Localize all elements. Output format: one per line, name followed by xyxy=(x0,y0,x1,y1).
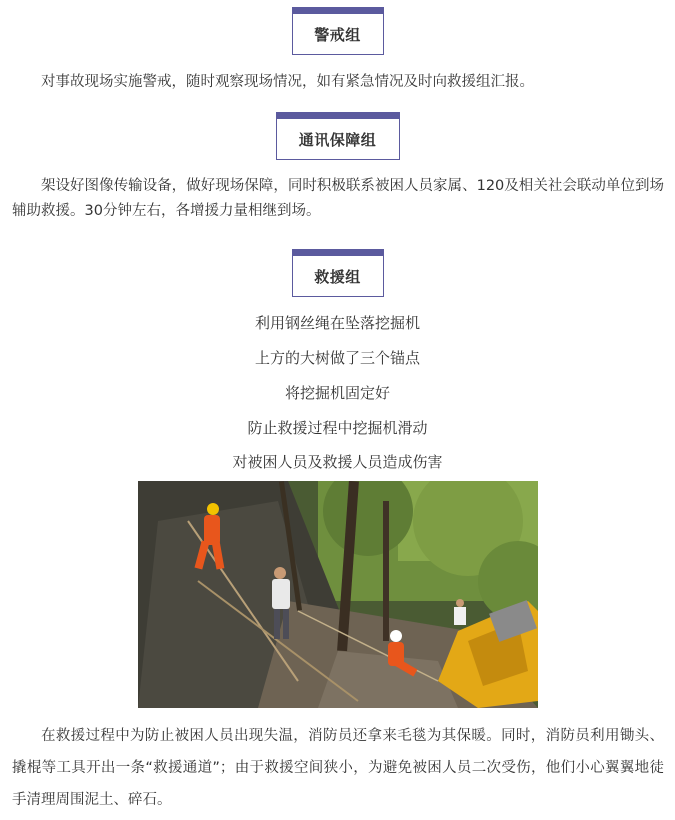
rescue-line: 防止救援过程中挖掘机滑动 xyxy=(247,419,428,437)
section-heading-communication xyxy=(276,112,400,160)
rescue-line: 将挖掘机固定好 xyxy=(284,384,390,402)
rescue-line: 对被困人员及救援人员造成伤害 xyxy=(232,453,443,471)
paragraph-communication: 架设好图像传输设备，做好现场保障，同时积极联系被困人员家属、120及相关社会联动单位到场辅助救援。30分钟左右，各增援力量相继到场。 xyxy=(12,178,664,219)
section-heading-label: 通讯保障组 xyxy=(298,130,377,149)
section-heading-rescue xyxy=(292,249,384,297)
rescue-line: 利用钢丝绳在坠落挖掘机 xyxy=(254,314,420,332)
paragraph-guard: 对事故现场实施警戒，随时观察现场情况，如有紧急情况及时向救援组汇报。 xyxy=(41,74,534,90)
paragraph-rescue: 在救援过程中为防止被困人员出现失温，消防员还拿来毛毯为其保暖。同时，消防员利用锄头、撬棍等工具开出一条“救援通道”；由于救援空间狭小，为避免被困人员二次受伤，他们小心翼翼地徒手清理周围泥土、碎石。 xyxy=(12,728,664,808)
section-heading-label: 警戒组 xyxy=(314,25,361,44)
section-heading-guard xyxy=(292,7,384,55)
rescue-scene-illustration xyxy=(138,481,538,708)
rescue-line: 上方的大树做了三个锚点 xyxy=(254,349,420,367)
section-heading-label: 救援组 xyxy=(314,267,361,286)
rescue-photo xyxy=(138,481,538,708)
